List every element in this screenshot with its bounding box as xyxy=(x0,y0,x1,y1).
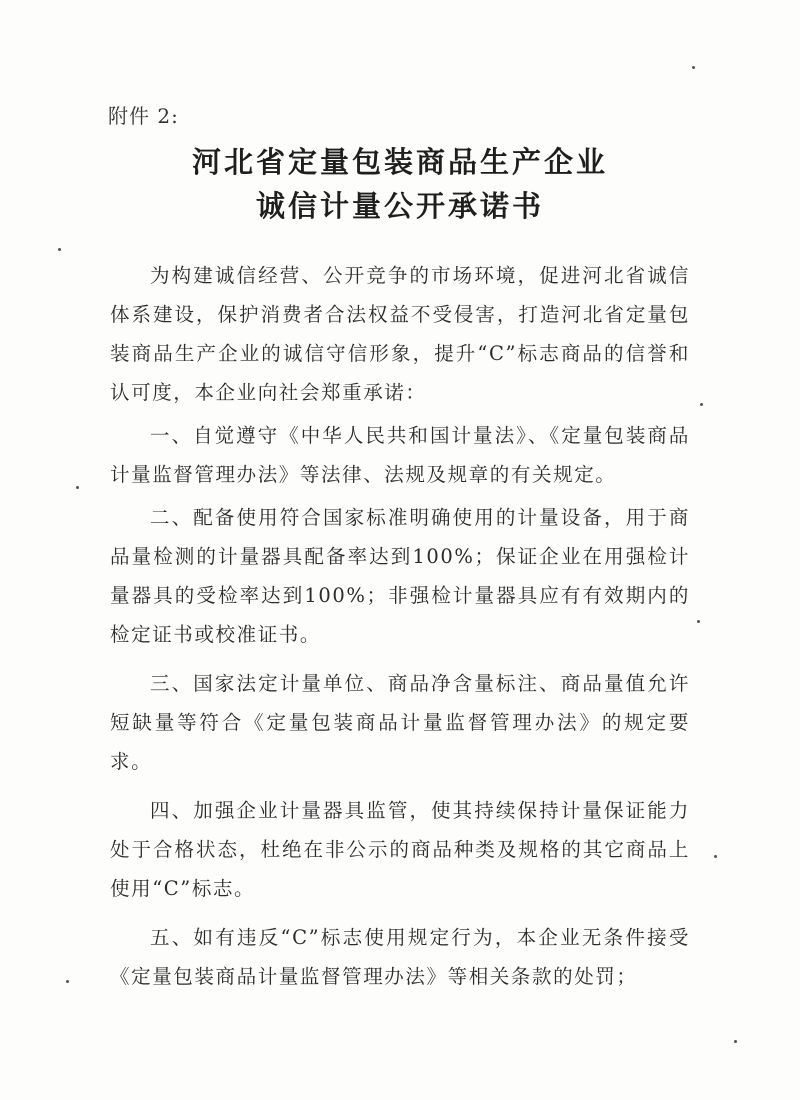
scan-speck xyxy=(714,855,717,858)
commitment-paragraph-1: 一、自觉遵守《中华人民共和国计量法》、《定量包装商品计量监督管理办法》等法律、法规及规章的有关规定。 xyxy=(110,424,690,486)
document-title-line-1: 河北省定量包装商品生产企业 xyxy=(191,145,608,179)
document-title-line-2: 诚信计量公开承诺书 xyxy=(255,189,544,223)
scan-speck xyxy=(697,620,700,623)
scan-speck xyxy=(58,248,61,251)
scan-speck xyxy=(76,486,79,489)
scan-speck xyxy=(700,403,703,406)
attachment-label: 附件 2: xyxy=(108,104,179,128)
document-body xyxy=(110,256,690,996)
scan-speck xyxy=(692,66,695,69)
scan-speck xyxy=(734,1040,737,1043)
commitment-paragraph-3: 三、国家法定计量单位、商品净含量标注、商品量值允许短缺量等符合《定量包装商品计量监督管理办法》的规定要求。 xyxy=(110,672,690,773)
commitment-paragraph-5: 五、如有违反“C”标志使用规定行为，本企业无条件接受《定量包装商品计量监督管理办法》等相关条款的处罚； xyxy=(110,926,690,988)
scan-speck xyxy=(66,980,69,983)
intro-paragraph: 为构建诚信经营、公开竞争的市场环境，促进河北省诚信体系建设，保护消费者合法权益不受侵害，打造河北省定量包装商品生产企业的诚信守信形象，提升“C”标志商品的信誉和认可度，本企业向社会郑重承诺： xyxy=(110,264,690,404)
commitment-paragraph-4: 四、加强企业计量器具监管，使其持续保持计量保证能力处于合格状态，杜绝在非公示的商品种类及规格的其它商品上使用“C”标志。 xyxy=(110,799,690,900)
commitment-paragraph-2: 二、配备使用符合国家标准明确使用的计量设备，用于商品量检测的计量器具配备率达到100%；保证企业在用强检计量器具的受检率达到100%；非强检计量器具应有有效期内的检定证书或校准证书。 xyxy=(110,506,690,646)
